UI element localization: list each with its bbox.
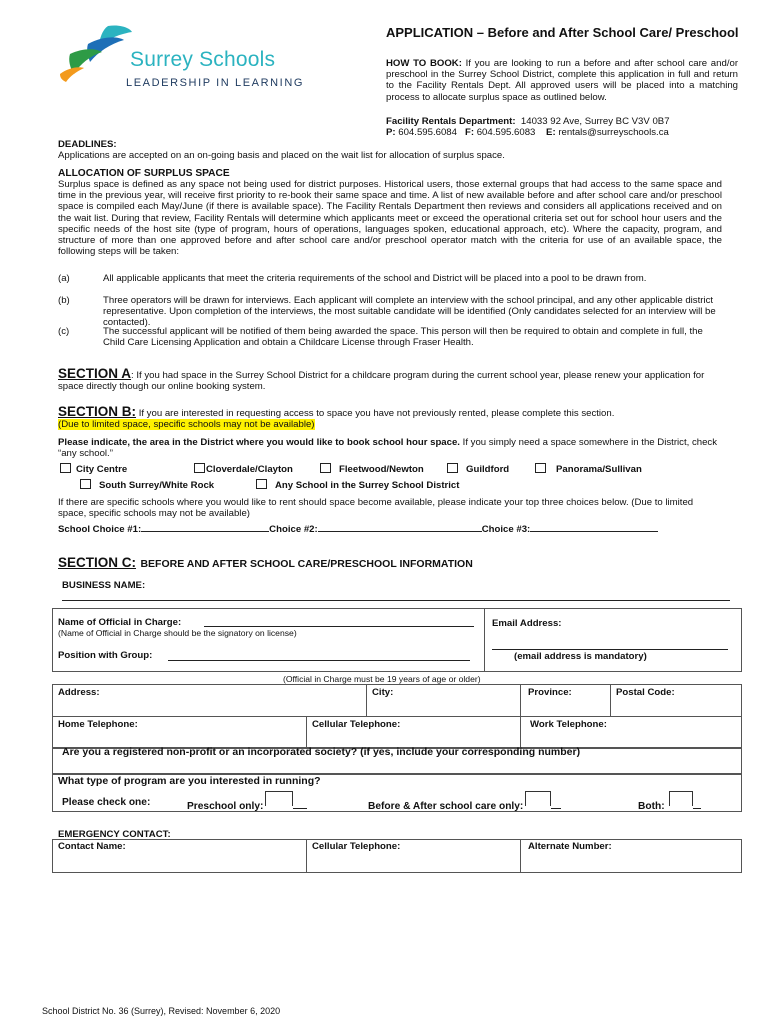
city-field[interactable]: City:: [372, 687, 394, 698]
before-after-checkbox[interactable]: [525, 791, 551, 806]
dept-address: 14033 92 Ave, Surrey BC V3V 0B7: [520, 116, 670, 127]
position-label: Position with Group:: [58, 650, 153, 661]
cellular-telephone-field[interactable]: Cellular Telephone:: [312, 719, 401, 730]
section-a-heading: SECTION A: [58, 366, 132, 381]
allocation-text: Surplus space is defined as any space not being used for district purposes. Historical users, those external groups that had access to the same space and time in the previous year, will receive first priority to re-book their same space and time. A list of new available before and after school care and/or preschool space is compiled each May/June (if there is available space). The Facility Rentals Department then reviews and considers all applications received and on the wait list. During that review, Facility Rentals will determine which applicants meet or exceed the operational criteria set out for school hour users and the specific needs of the host site (type of program, hours of operations, languages spoken, educational approach, etc). Where the capacity, program, and structure of more than one approved before and after school care and/or preschool operator match with the criteria for use of an available space, the following steps will be taken:: [58, 179, 722, 258]
preschool-checkbox[interactable]: [265, 791, 293, 806]
section-c-title: BEFORE AND AFTER SCHOOL CARE/PRESCHOOL INFORMATION: [140, 558, 473, 570]
section-b-text: If you are interested in requesting access to space you have not previously rented, please complete this section.: [138, 408, 615, 419]
section-a: [58, 368, 726, 392]
check-one-label: Please check one:: [62, 797, 151, 808]
home-telephone-field[interactable]: Home Telephone:: [58, 719, 138, 730]
contact-name-field[interactable]: Contact Name:: [58, 841, 126, 852]
area-instructions: Please indicate, the area in the District where you would like to book school hour space. If you simply need a space somewhere in the District, check “any school.”: [58, 437, 718, 460]
how-to-book-text: If you are looking to run a before and after school care and/or preschool in the Surrey School District, complete this application in full and return to the Facility Rentals Dept. All approved users will be placed into a matching process to allocate surplus space as outlined below.: [386, 58, 739, 103]
checkbox[interactable]: [320, 463, 331, 473]
school-choice-3-field[interactable]: [530, 531, 658, 532]
deadlines-heading: DEADLINES:: [58, 139, 117, 150]
section-b-highlight: (Due to limited space, specific schools may not be available): [58, 419, 315, 430]
address-field[interactable]: Address:: [58, 687, 100, 698]
checkbox[interactable]: [447, 463, 458, 473]
checkbox[interactable]: [60, 463, 71, 473]
school-choice-2-field[interactable]: [318, 531, 482, 532]
footer: School District No. 36 (Surrey), Revised: November 6, 2020: [42, 1006, 281, 1016]
business-name-field[interactable]: [62, 600, 730, 601]
checkbox[interactable]: [194, 463, 205, 473]
email-note: (email address is mandatory): [514, 651, 647, 662]
area-option-guildford[interactable]: Guildford: [447, 463, 509, 475]
alternate-number-field[interactable]: Alternate Number:: [528, 841, 612, 852]
checkbox[interactable]: [80, 479, 91, 489]
work-telephone-field[interactable]: Work Telephone:: [530, 719, 607, 730]
area-option-any-school[interactable]: Any School in the Surrey School District: [256, 479, 459, 491]
both-checkbox[interactable]: [669, 791, 693, 806]
logo-name: Surrey Schools: [130, 48, 276, 71]
email-label: Email Address:: [492, 618, 562, 629]
schools-text: If there are specific schools where you would like to rent should space become available, please indicate your top three choices below. (Due to limited space, specific schools may not be available): [58, 497, 694, 520]
section-b: [58, 406, 748, 419]
dept-label: Facility Rentals Department:: [386, 116, 516, 127]
how-to-book-label: HOW TO BOOK:: [386, 58, 462, 69]
emergency-heading: EMERGENCY CONTACT:: [58, 829, 171, 840]
section-a-text: : If you had space in the Surrey School District for a childcare program during the current school year, please renew your application for space directly though our online booking system.: [58, 370, 705, 393]
school-choices: School Choice #1: Choice #2: Choice #3:: [58, 524, 718, 535]
before-after-option[interactable]: Before & After school care only:: [368, 797, 561, 812]
how-to-book: [386, 58, 738, 103]
deadlines-text: Applications are accepted on an on-going basis and placed on the wait list for allocation of surplus space.: [58, 150, 505, 161]
postal-code-field[interactable]: Postal Code:: [616, 687, 675, 698]
page-title: APPLICATION – Before and After School Care/ Preschool: [386, 25, 739, 40]
email-field[interactable]: [492, 649, 728, 650]
contact-line: P: 604.595.6084 F: 604.595.6083 E: rentals@surreyschools.ca: [386, 127, 669, 138]
facility-dept: [386, 116, 750, 127]
preschool-option[interactable]: Preschool only:: [187, 797, 307, 812]
official-name-label: Name of Official in Charge:: [58, 617, 182, 628]
logo: [58, 22, 358, 94]
program-question: What type of program are you interested in running?: [58, 775, 321, 787]
area-option-city-centre[interactable]: City Centre: [60, 463, 127, 475]
age-note: (Official in Charge must be 19 years of age or older): [283, 674, 481, 684]
official-note: (Name of Official in Charge should be the signatory on license): [58, 628, 297, 638]
both-option[interactable]: Both:: [638, 797, 701, 812]
section-c-heading: SECTION C:: [58, 555, 137, 570]
checkbox[interactable]: [256, 479, 267, 489]
logo-swoosh-icon: [58, 24, 138, 82]
logo-tagline: LEADERSHIP IN LEARNING: [126, 77, 305, 89]
area-option-panorama[interactable]: Panorama/Sullivan: [535, 463, 642, 475]
province-field[interactable]: Province:: [528, 687, 572, 698]
area-option-fleetwood[interactable]: Fleetwood/Newton: [320, 463, 424, 475]
section-c: [58, 554, 738, 572]
contact-cell-field[interactable]: Cellular Telephone:: [312, 841, 401, 852]
fax-number: 604.595.6083: [476, 127, 536, 138]
email-address: rentals@surreyschools.ca: [558, 127, 669, 138]
area-option-cloverdale[interactable]: Cloverdale/Clayton: [194, 463, 293, 475]
allocation-heading: ALLOCATION OF SURPLUS SPACE: [58, 168, 230, 179]
checkbox[interactable]: [535, 463, 546, 473]
nonprofit-question: Are you a registered non-profit or an incorporated society? (if yes, include your corresponding number): [62, 746, 581, 758]
school-choice-1-field[interactable]: [141, 531, 269, 532]
business-name-label: BUSINESS NAME:: [62, 580, 146, 591]
area-option-south-surrey[interactable]: South Surrey/White Rock: [80, 479, 214, 491]
official-name-field[interactable]: [204, 626, 474, 627]
position-field[interactable]: [168, 660, 470, 661]
section-b-heading: SECTION B:: [58, 404, 137, 419]
phone-number: 604.595.6084: [398, 127, 457, 138]
